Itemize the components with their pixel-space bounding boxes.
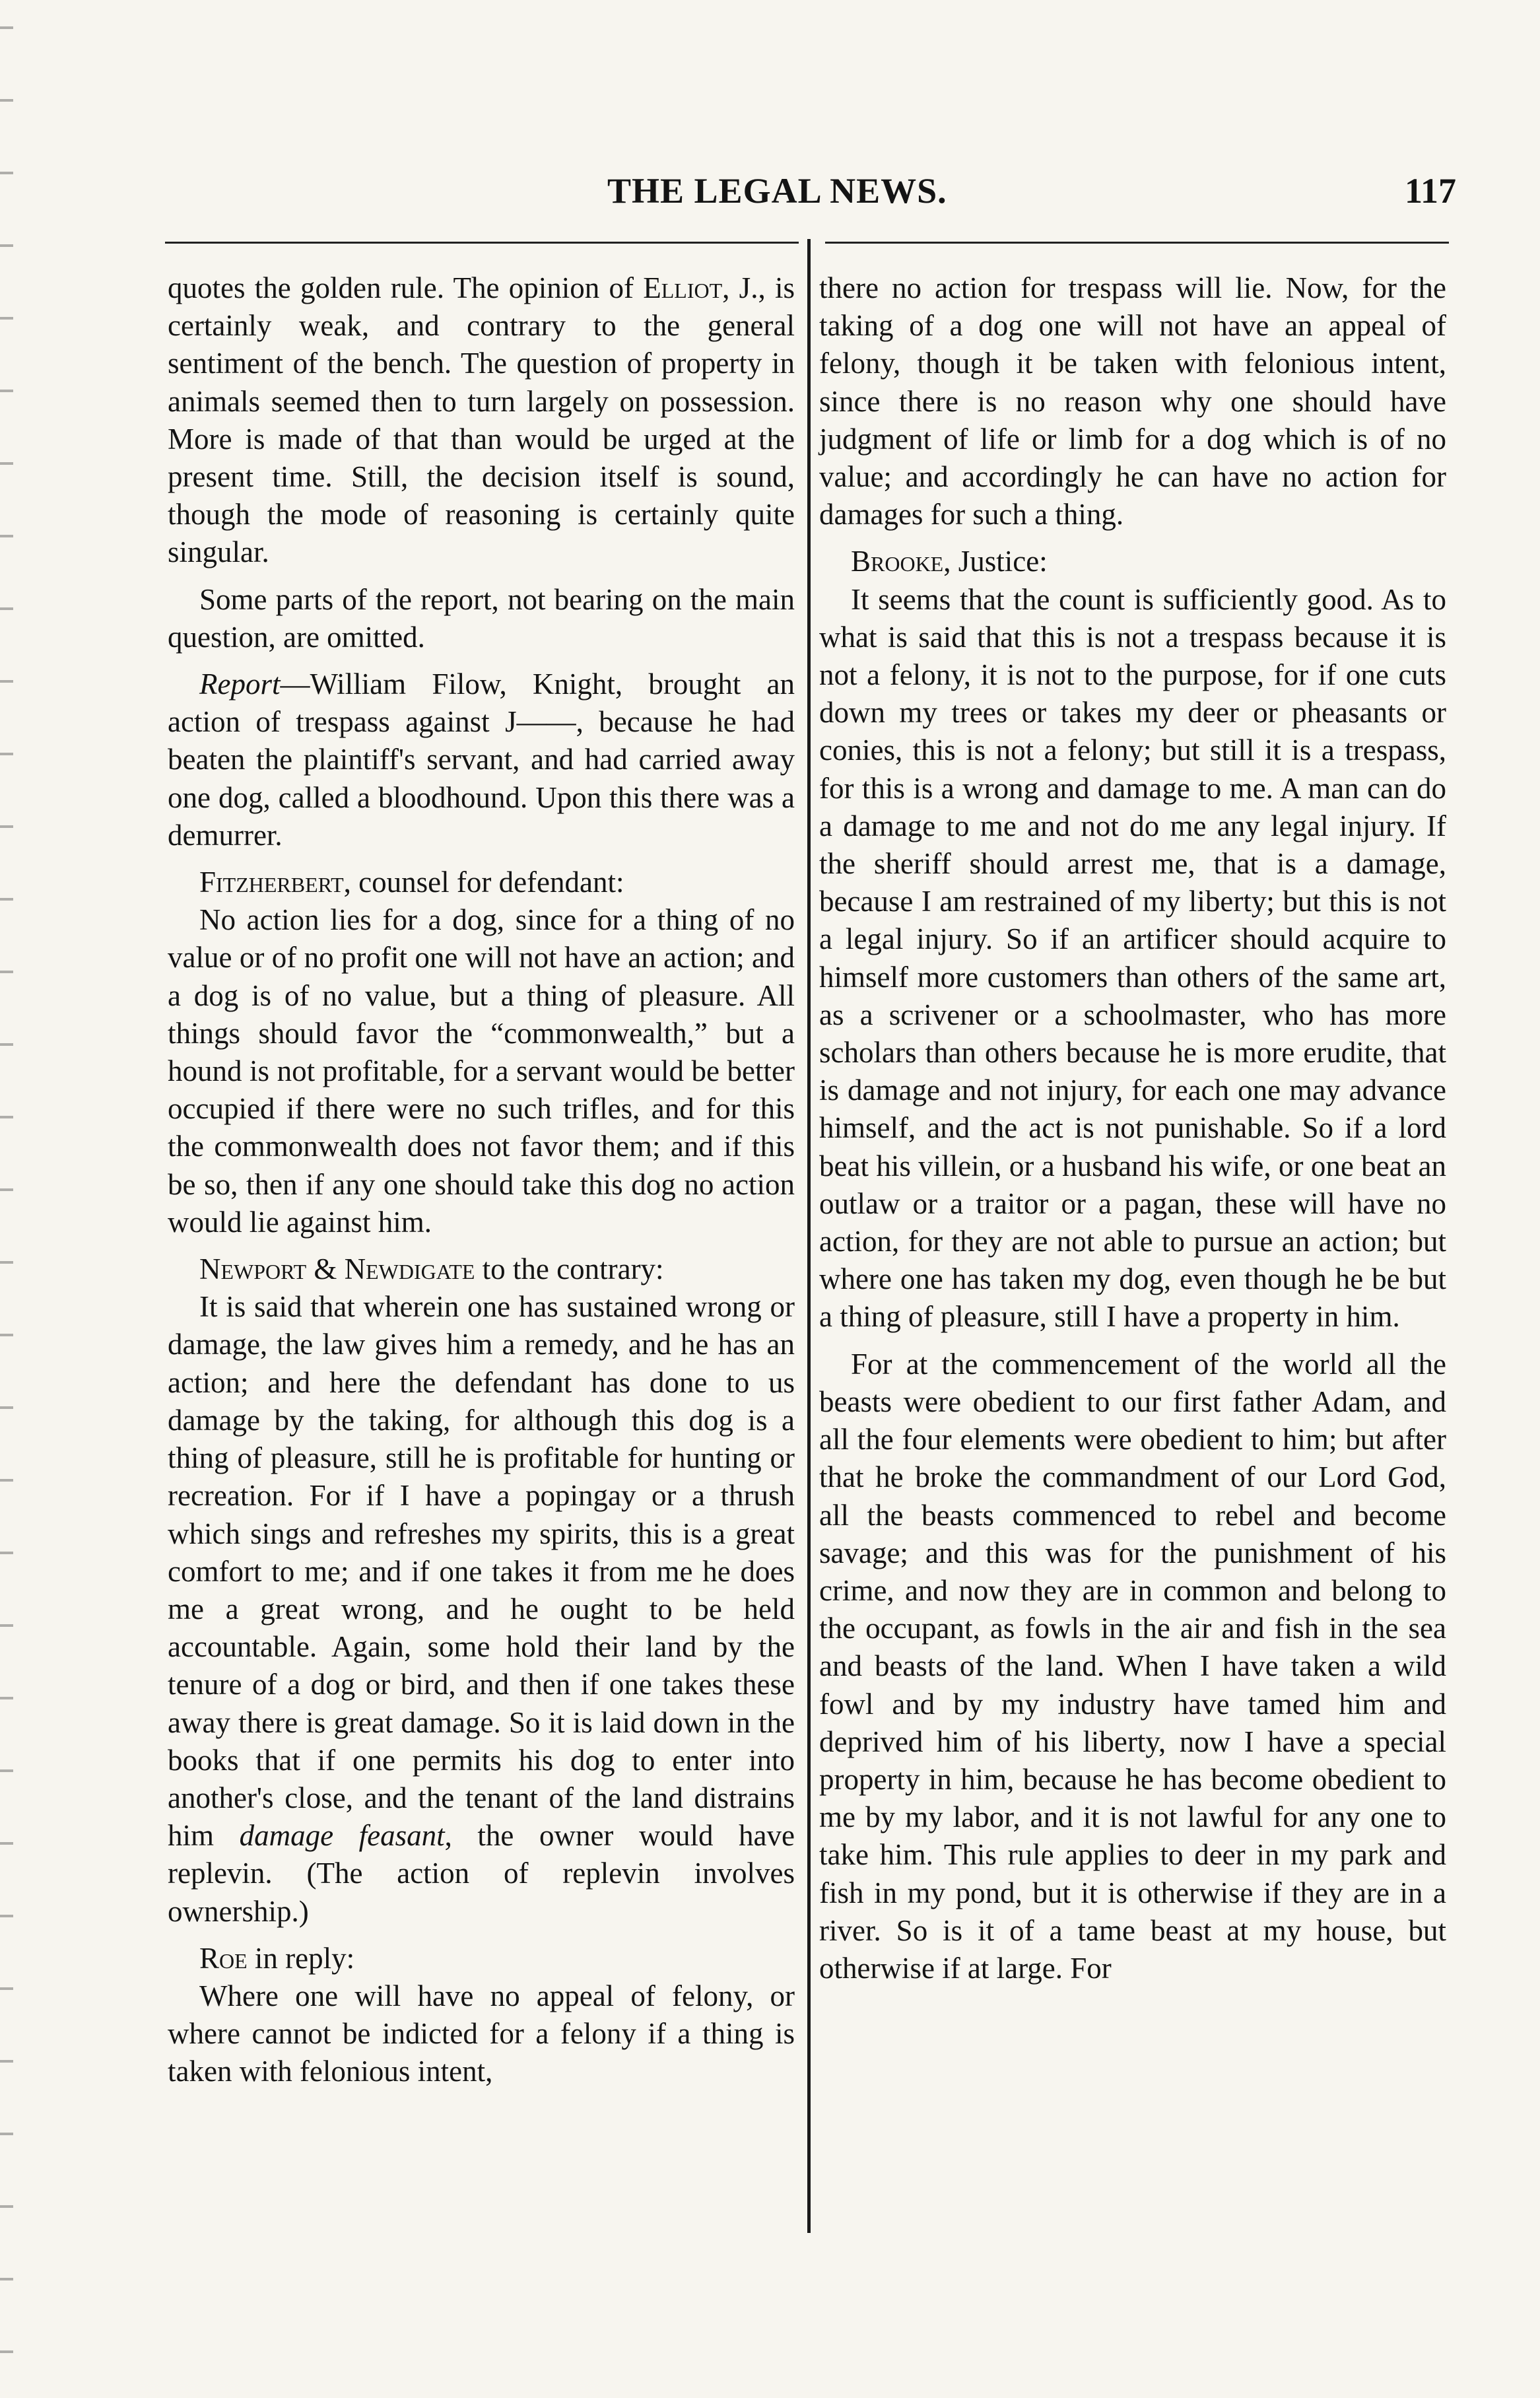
- right-column: [819, 269, 1446, 1997]
- page-number: 117: [1405, 171, 1457, 211]
- header-rule-left: [165, 242, 799, 244]
- paragraph: No action lies for a dog, since for a thing of no value or of no profit one will not have an action; and a dog is of no value, but a thing of pleasure. All things should favor the “commonwealth,” but a hound is not profitable, for a servant would be better occupied if there were no such trifles, and for this the commonwealth does not favor them; and if this be so, then if any one should take this dog no action would lie against him.: [168, 903, 795, 1239]
- speaker-heading: [168, 1250, 795, 1288]
- speaker-heading: [168, 1940, 795, 1977]
- paragraph: Where one will have no appeal of felony, or where cannot be indicted for a felony if a thing is taken with felonious intent,: [168, 1979, 795, 2088]
- judge-name: Elliot: [643, 271, 723, 304]
- paragraph: [168, 666, 795, 854]
- paragraph: [168, 269, 795, 572]
- italic-term: damage feasant: [239, 1819, 445, 1853]
- paragraph: [168, 1288, 795, 1930]
- header-rule-right: [825, 242, 1449, 244]
- speaker-name: Newport & Newdigate: [199, 1252, 475, 1286]
- text-run: , the owner would have replevin. (The action of replevin involves ownership.): [168, 1819, 795, 1928]
- speaker-name: Roe: [199, 1941, 248, 1975]
- speaker-heading: [168, 864, 795, 901]
- speaker-name: Fitzherbert: [199, 866, 344, 899]
- speaker-role: , Justice:: [943, 545, 1048, 578]
- text-run: , J., is certainly weak, and contrary to the general sentiment of the bench. The question of property in animals seemed then to turn largely on possession. More is made of that than would be urged at the present time. Still, the decision itself is sound, though the mode of reasoning is certainly quite singular.: [168, 271, 795, 569]
- text-run: —William Filow, Knight, brought an action of trespass against J——, because he had beaten the plaintiff's servant, and had carried away one dog, called a bloodhound. Upon this there was a demurrer.: [168, 668, 795, 852]
- paragraph: Some parts of the report, not bearing on the main question, are omitted.: [168, 582, 795, 654]
- column-divider: [807, 239, 811, 2233]
- text-run: quotes the golden rule. The opinion of: [168, 271, 634, 304]
- speaker-role: , counsel for defendant:: [343, 866, 624, 899]
- paragraph: For at the commencement of the world all the beasts were obedient to our first father Adam, and all the four elements were obedient to him; but after that he broke the commandment of our Lord God, all the beasts commenced to rebel and become savage; and this was for the punishment of his crime, and now they are in common and belong to the occupant, as fowls in the air and fish in the sea and beasts of the land. When I have taken a wild fowl and by my industry have tamed him and deprived him of his liberty, now I have a special property in him, because he has become obedient to me by my labor, and it is not lawful for any one to take him. This rule applies to deer in my park and fish in my pond, but it is otherwise if they are in a river. So is it of a tame beast at my house, but otherwise if at large. For: [819, 1347, 1446, 1985]
- text-run: It is said that wherein one has sustained wrong or damage, the law gives him a remedy, and he has an action; and here the defendant has done to us damage by the taking, for although this dog is a thing of pleasure, still he is profitable for hunting or recreation. For if I have a popingay or a thrush which sings and refreshes my spirits, this is a great comfort to me; and if one takes it from me he does me a great wrong, and he ought to be held accountable. Again, some hold their land by the tenure of a dog or bird, and then if one takes these away there is great damage. So it is laid down in the books that if one permits his dog to enter into another's close, and the tenant of the land distrains him: [168, 1290, 795, 1853]
- running-title: THE LEGAL NEWS.: [607, 171, 947, 211]
- speaker-role: in reply:: [247, 1941, 355, 1975]
- paragraph: there no action for trespass will lie. Now, for the taking of a dog one will not have an appeal of felony, though it be taken with felonious intent, since there is no reason why one should have judgment of life or limb for a dog which is of no value; and accordingly he can have no action for damages for such a thing.: [819, 271, 1446, 531]
- speaker-heading: [819, 543, 1446, 580]
- report-label: Report: [199, 668, 281, 701]
- scan-edge-artifact: [0, 0, 13, 2398]
- speaker-name: Brooke: [851, 545, 944, 578]
- left-column: [168, 269, 795, 2100]
- paragraph: It seems that the count is sufficiently good. As to what is said that this is not a trespass because it is not a felony, it is not to the purpose, for if one cuts down my trees or takes my deer or pheasants or conies, this is not a felony; but still it is a trespass, for this is a wrong and damage to me. A man can do a damage to me and not do me any legal injury. If the sheriff should arrest me, that is a damage, because I am restrained of my liberty; but this is not a legal injury. So if an artificer should acquire to himself more customers than others of the same art, as a scrivener or a schoolmaster, who has more scholars than others because he is more erudite, that is damage and not injury, for each one may advance himself, and the act is not punishable. So if a lord beat his villein, or a husband his wife, or one beat an outlaw or a traitor or a pagan, these will have no action, for they are not able to pursue an action; but where one has taken my dog, even though he be but a thing of pleasure, still I have a property in him.: [819, 582, 1446, 1334]
- speaker-role: to the contrary:: [475, 1252, 664, 1286]
